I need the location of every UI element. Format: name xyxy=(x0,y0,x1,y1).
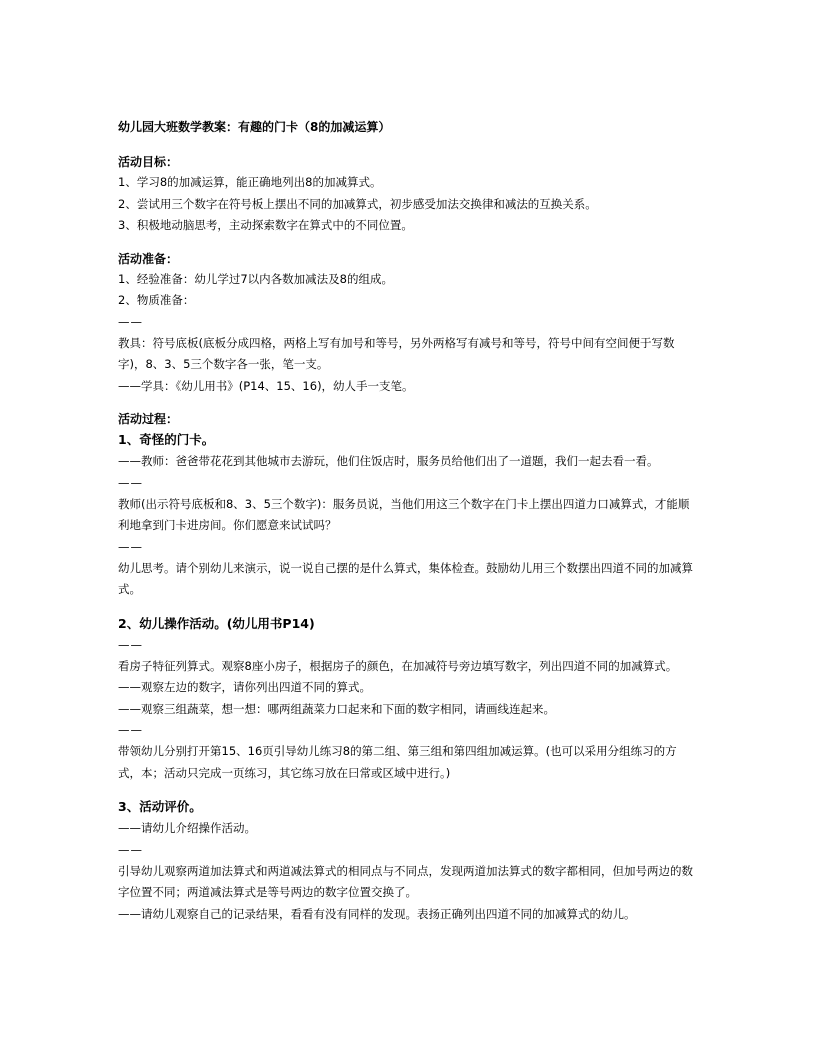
step-3 xyxy=(118,796,698,925)
step-1 xyxy=(118,429,698,601)
prep-item: 2、物质准备： xyxy=(118,293,195,307)
separator-dash: —— xyxy=(118,842,143,857)
step-2 xyxy=(118,613,698,785)
step-line: ——教师：爸爸带花花到其他城市去游玩，他们住饭店时，服务员给他们出了一道题，我们一起去看一看。 xyxy=(118,454,659,468)
step-line: ——请幼儿介绍操作活动。 xyxy=(118,821,256,835)
goal-item: 2、尝试用三个数字在符号板上摆出不同的加减算式，初步感受加法交换律和减法的互换关系。 xyxy=(118,196,597,211)
goal-item: 1、学习8的加减运算，能正确地列出8的加减算式。 xyxy=(118,175,382,189)
step-line: 教师(出示符号底板和8、3、5三个数字)：服务员说，当他们用这三个数字在门卡上摆出四道力口减算式，才能顺利地拿到门卡进房间。你们愿意来试试吗？ xyxy=(118,496,690,532)
process-heading: 活动过程： xyxy=(118,412,179,426)
separator-dash: —— xyxy=(118,539,143,554)
prep-item: ——学具：《幼儿用书》(P14、15、16)，幼人手一支笔。 xyxy=(118,378,414,393)
prep-item: 1、经验准备：幼儿学过7以内各数加减法及8的组成。 xyxy=(118,271,393,286)
step-line: ——请幼儿观察自己的记录结果，看看有没有同样的发现。表扬正确列出四道不同的加减算式的幼儿。 xyxy=(118,906,636,921)
step-line: 引导幼儿观察两道加法算式和两道减法算式的相同点与不同点，发现两道加法算式的数字都相同，但加号两边的数字位置不同；两道减法算式是等号两边的数字位置交换了。 xyxy=(118,863,693,899)
step-line: ——观察左边的数字，请你列出四道不同的算式。 xyxy=(118,680,371,694)
separator-dash: —— xyxy=(118,723,143,737)
step-line: 幼儿思考。请个别幼儿来演示，说一说自己摆的是什么算式，集体检查。鼓励幼儿用三个数摆出四道不同的加减算式。 xyxy=(118,560,693,596)
goals-heading: 活动目标： xyxy=(118,155,179,169)
goals-section xyxy=(118,152,698,237)
document-title: 幼儿园大班数学教案：有趣的门卡（8的加减运算） xyxy=(118,120,391,134)
separator-dash: —— xyxy=(118,475,143,490)
step-heading: 1、奇怪的门卡。 xyxy=(118,432,215,447)
step-line: 看房子特征列算式。观察8座小房子，根据房子的颜色，在加减符号旁边填写数字，列出四道不同的加减算式。 xyxy=(118,658,678,673)
prep-item: 教具：符号底板(底板分成四格，两格上写有加号和等号，另外两格写有减号和等号，符号中间有空间便于写数字)，8、3、5三个数字各一张，笔一支。 xyxy=(118,335,675,371)
step-line: 带领幼儿分别打开第15、16页引导幼儿练习8的第二组、第三组和第四组加减运算。(也可以采用分组练习的方式，本；活动只完成一页练习，其它练习放在曰常或区域中进行。) xyxy=(118,744,677,780)
step-heading: 3、活动评价。 xyxy=(118,799,202,814)
prep-section xyxy=(118,249,698,398)
step-line: ——观察三组蔬菜，想一想：哪两组蔬菜力口起来和下面的数字相同，请画线连起来。 xyxy=(118,701,555,716)
process-section xyxy=(118,409,698,925)
prep-heading: 活动准备： xyxy=(118,251,179,266)
goal-item: 3、积极地动脑思考，主动探索数字在算式中的不同位置。 xyxy=(118,218,413,232)
step-heading: 2、幼儿操作活动。(幼儿用书P14) xyxy=(118,615,315,631)
separator-dash: —— xyxy=(118,637,143,652)
document-page xyxy=(118,118,698,937)
separator-dash: —— xyxy=(118,314,143,329)
